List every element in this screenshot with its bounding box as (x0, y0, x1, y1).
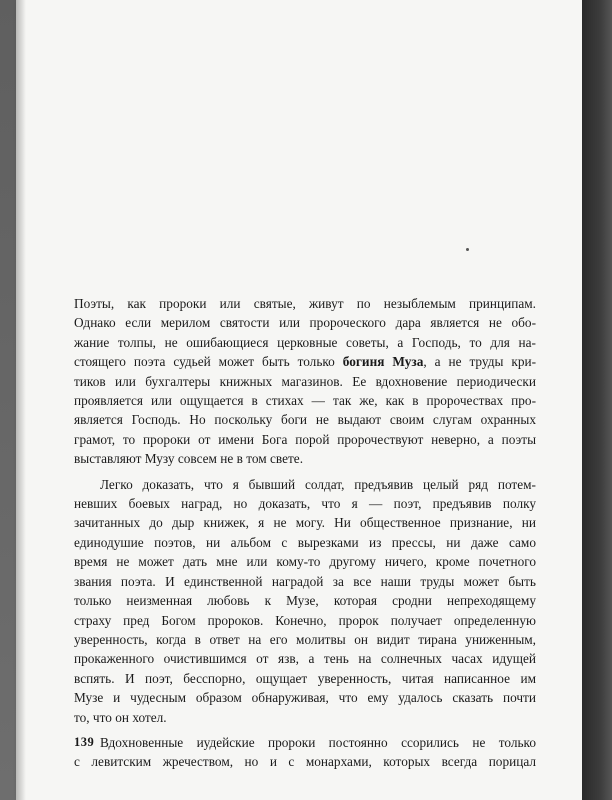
body-text (74, 294, 536, 772)
paper-speck (466, 248, 469, 251)
text-line: единодушие поэтов, ни альбом с вырезками из прессы, ни даже само (74, 534, 536, 550)
text-line: Вдохновенные иудейские пророки постоянно ссорились не только (100, 734, 536, 750)
text-segment: , а не труды кри- (423, 354, 537, 370)
text-line: жание толпы, не ошибающиеся церковные советы, а Господь, то для на- (74, 334, 536, 350)
paragraph-1 (74, 294, 536, 469)
text-line: тиков или бухгалтеры книжных магазинов. Ее вдохновение периодически (74, 373, 536, 389)
text-line-with-emphasis (74, 352, 536, 371)
text-line: невших боевых наград, но доказать, что я — поэт, предъявив полку (74, 496, 536, 512)
text-line: уверенность, когда в ответ на его молитвы он видит тирана униженным, (74, 631, 536, 647)
text-line: Музе и чудесным образом обнаруживая, что ему удалось сказать почти (74, 690, 536, 706)
page-number: 139 (74, 735, 95, 749)
text-line: только неизменная любовь к Музе, которая сродни непреходящему (74, 593, 536, 609)
text-line: прокаженного очистившимся от язв, а тень на солнечных часах идущей (74, 651, 536, 667)
emphasis-muse: богиня Муза (342, 354, 424, 370)
text-line: с левитским жречеством, но и с монархами, которых всегда порицал (74, 754, 536, 770)
text-line: выставляют Музу совсем не в том свете. (74, 451, 304, 467)
spine-shadow (16, 0, 26, 800)
paragraph-2 (74, 475, 536, 727)
text-segment: стоящего поэта судьей может быть только (74, 354, 343, 370)
text-line: время не может дать мне или кому-то другому ничего, кроме почетного (74, 554, 536, 570)
text-line: страху пред Богом пророков. Конечно, пророк получает определенную (74, 612, 536, 628)
text-line: вспять. И поэт, бесспорно, ощущает уверенность, читая написанное им (74, 670, 536, 686)
text-line: то, что он хотел. (74, 709, 167, 725)
page-edge-shadow (582, 0, 612, 800)
text-line: Однако если мерилом святости или пророческого дара является не обо- (74, 315, 536, 331)
text-line: грамот, то пророки от имени Бога порой пророчествуют неверно, а поэты (74, 431, 536, 447)
text-line: проявляется или ощущается в стихах — так же, как в пророчествах про- (74, 393, 536, 409)
paragraph-3 (74, 733, 536, 772)
text-line: Легко доказать, что я бывший солдат, предъявив целый ряд потем- (100, 476, 536, 492)
text-line: зачитанных до дыр книжек, я не могу. Ни общественное признание, ни (74, 515, 536, 531)
text-line: звания поэта. И единственной наградой за все наши труды может быть (74, 573, 536, 589)
text-line: является Господь. Но поскольку боги не выдают своим слугам охранных (74, 412, 536, 428)
text-line: Поэты, как пророки или святые, живут по незыблемым принципам. (74, 296, 536, 311)
